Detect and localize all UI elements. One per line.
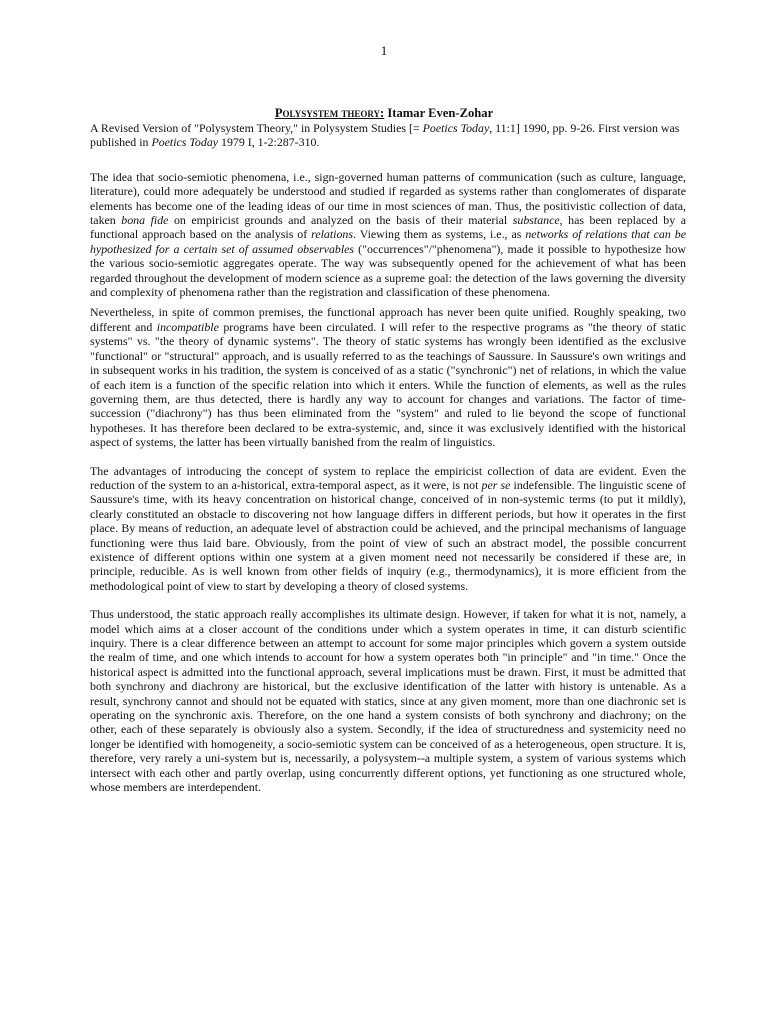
paragraph-2 [90, 305, 686, 449]
document-body [90, 121, 686, 800]
paragraph-3 [90, 464, 686, 594]
paragraph-4 [90, 607, 686, 794]
title-heading: Polysystem theory: [274, 106, 385, 120]
citation [90, 121, 686, 150]
p1-text-d: . Viewing them as systems, i.e., as [352, 227, 526, 242]
p1-text-e: ("occurrences"/"phenomena"), made it possible to hypothesize how the various socio-semiotic aggregates operate. The way was subsequently opened for the achievement of what has been regarded throughout the development of modern science as a supreme goal: the detection of the laws governing the diversity and complexity of phenomena rather than the registration and classification of these phenomena. [90, 241, 686, 300]
p2-italic-1: incompatible [156, 319, 219, 334]
title-author: Itamar Even-Zohar [387, 106, 494, 120]
document-title [0, 106, 768, 120]
page-number: 1 [380, 43, 388, 58]
p2-text-a: Nevertheless, in spite of common premises, the functional approach has never been quite unified. Roughly speaking, two different and [90, 305, 686, 334]
citation-journal-2: Poetics Today [151, 135, 219, 150]
citation-text-3: 1979 I, 1-2:287-310. [218, 135, 320, 150]
p1-italic-2: substance [512, 213, 560, 228]
citation-journal-1: Poetics Today [422, 121, 490, 135]
p1-text-a: The idea that socio-semiotic phenomena, i.e., sign-governed human patterns of communication (such as culture, language, literature), could more adequately be understood and studied if regarded as systems rather than conglomerates of disparate elements has become one of the leading ideas of our time in most sciences of man. Thus, the positivistic collection of data, taken [90, 169, 686, 228]
p4-text-a: Thus understood, the static approach really accomplishes its ultimate design. However, if taken for what it is not, namely, a model which aims at a closer account of the conditions under which a system operates in time, it can disturb scientific inquiry. There is a clear difference between an attempt to account for some major principles which govern a system outside the realm of time, and one which intends to account for how a system operates both "in principle" and "in time." Once the historical aspect is admitted into the functional approach, several implications must be drawn. First, it must be admitted that both synchrony and diachrony are historical, but the exclusive identification of the latter with history is untenable. As a result, synchrony cannot and should not be equated with statics, since at any given moment, more than one diachronic set is operating on the synchronic axis. Therefore, on the one hand a system consists of both synchrony and diachrony; on the other, each of these separately is obviously also a system. Secondly, if the idea of structuredness and systemicity need no longer be identified with homogeneity, a socio-semiotic system can be conceived of as a heterogeneous, open structure. It is, therefore, very rarely a uni-system but is, necessarily, a polysystem--a multiple system, a system of various systems which intersect with each other and partly overlap, using concurrently different options, yet functioning as one structured whole, whose members are interdependent. [90, 607, 686, 795]
paragraph-1 [90, 170, 686, 300]
p1-text-c: , has been replaced by a functional approach based on the analysis of [90, 213, 686, 242]
p1-italic-4: networks of relations that can be hypothesized for a certain set of assumed observables [90, 227, 686, 256]
p2-text-b: programs have been circulated. I will refer to the respective programs as "the theory of static systems" vs. "the theory of dynamic systems". The theory of static systems has wrongly been identified as the exclusive "functional" or "structural" approach, and is usually referred to as the teachings of Saussure. In Saussure's own writings and in subsequent works in his tradition, the system is conceived of as a static ("synchronic") net of relations, in which the value of each item is a function of the specific relation into which it enters. While the function of elements, as well as the rules governing them, are thus detected, there is hardly any way to account for changes and variations. The factor of time-succession ("diachrony") has thus been eliminated from the "system" and ruled to lie beyond the scope of functional hypotheses. It has therefore been declared to be extra-systemic, and, since it was exclusively identified with the historical aspect of systems, the latter has been virtually banished from the realm of linguistics. [90, 319, 687, 450]
p1-text-b: on empiricist grounds and analyzed on the basis of their material [168, 213, 513, 228]
citation-text-1: A Revised Version of "Polysystem Theory," in Polysystem Studies [= [90, 121, 423, 135]
citation-text-2: , 11:1] 1990, pp. 9-26. First version was published in [90, 121, 680, 150]
p1-italic-1: bona fide [121, 213, 169, 228]
p3-text-a: The advantages of introducing the concept of system to replace the empiricist collection of data are evident. Even the reduction of the system to an a-historical, extra-temporal aspect, as it were, is not [90, 463, 686, 492]
p1-italic-3: relations [311, 227, 353, 242]
p3-text-b: indefensible. The linguistic scene of Saussure's time, with its heavy concentration on historical change, conceived of in non-systemic terms (to put it mildly), clearly constituted an obstacle to discovering not how language differs in different periods, but how it operates in the first place. By means of reduction, an adequate level of abstraction could be achieved, and the principal mechanisms of language functioning were thus laid bare. Obviously, from the point of view of such an abstract model, the possible concurrent existence of different options within one system at a given moment need not necessarily be considered if these are, in principle, reducible. As is well known from other fields of inquiry (e.g., thermodynamics), it is more efficient from the methodological point of view to start by developing a theory of closed systems. [90, 477, 686, 593]
p3-italic-1: per se [481, 477, 511, 492]
